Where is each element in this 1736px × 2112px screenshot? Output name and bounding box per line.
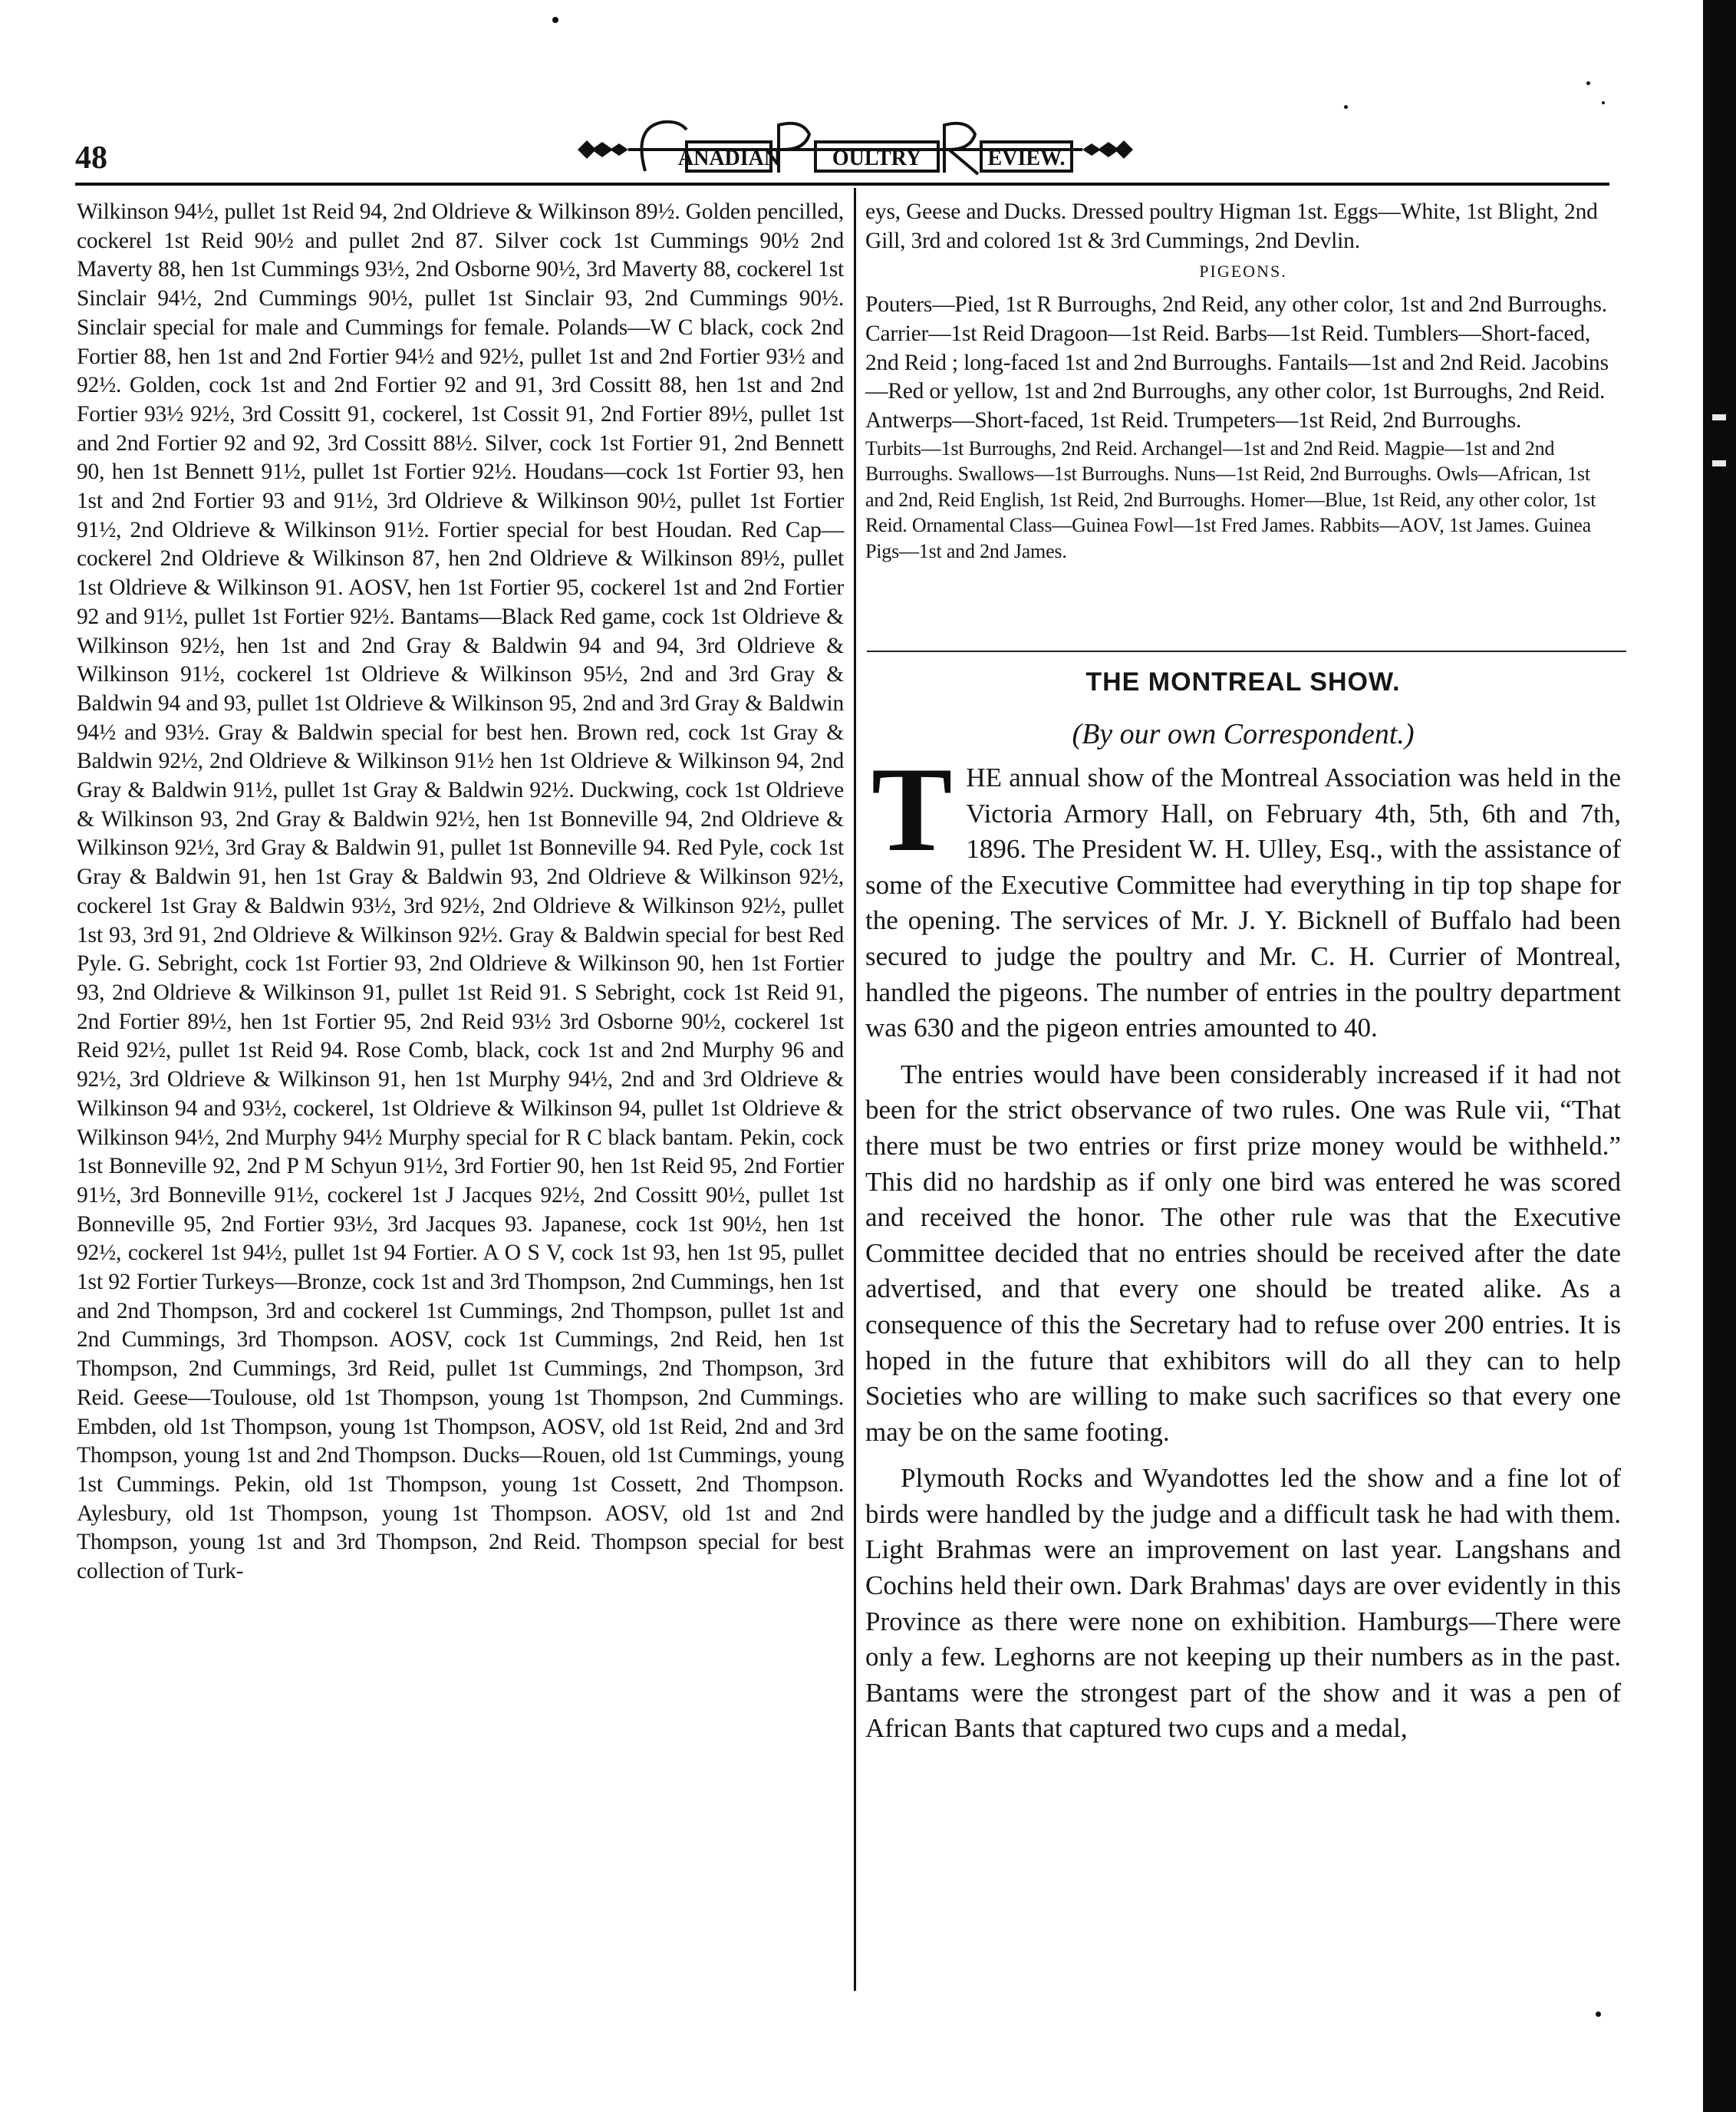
pigeons-heading: PIGEONS. <box>1199 262 1287 282</box>
print-speck <box>1596 2012 1601 2017</box>
page-number: 48 <box>75 140 107 176</box>
article-paragraph: The entries would have been considerably increased if it had not been for the strict observance of two rules. One was Rule vii, “That there must be two entries or first prize money would be withheld.” This did no hardship as if only one bird was entered he was scored and received the honor. The other rule was that the Executive Committee decided that no entries should be received after the date advertised, and that every one should be treated alike. As a consequence of this the Secretary had to refuse over 200 entries. It is hoped in the future that exhibitors will do all they can to help Societies who are willing to make such sacrifices so that every one may be on the same footing. <box>865 1059 1621 1447</box>
left-column <box>77 198 844 1586</box>
print-speck <box>1586 81 1590 85</box>
article-byline: (By our own Correspondent.) <box>1072 718 1415 750</box>
right-column-top <box>865 198 1621 564</box>
article-paragraph: Plymouth Rocks and Wyandottes led the show and a fine lot of birds were handled by the judge and a difficult task he had with them. Light Brahmas were an improvement on last year. Langshans and Cochins held their own. Dark Brahmas' days are over evidently in this Province as there were none on exhibition. Hamburgs—There were only a few. Leghorns are not keeping up their numbers as in the past. Bantams were the strongest part of the show and it was a pen of African Bants that captured two cups and a medal, <box>865 1463 1621 1744</box>
masthead-title <box>1139 111 1140 112</box>
article-paragraph-text: HE annual show of the Montreal Association was held in the Victoria Armory Hall, on February 4th, 5th, 6th and 7th, 1896. The President W. H. Ulley, Esq., with the assistance of some of the Executive Committee had everything in tip top shape for the opening. The services of Mr. J. Y. Bicknell of Buffalo had been secured to judge the poultry and Mr. C. H. Currier of Montreal, handled the pigeons. The number of entries in the poultry department was 630 and the pigeon entries amounted to 40. <box>865 763 1621 1043</box>
article-title: THE MONTREAL SHOW. <box>1085 667 1401 697</box>
svg-text:OULTRY: OULTRY <box>832 147 922 170</box>
scan-edge <box>1703 0 1736 2112</box>
article-body <box>865 743 1621 1747</box>
print-speck <box>1602 101 1605 104</box>
article-paragraph <box>865 743 1621 1046</box>
montreal-show-article <box>865 667 1621 1747</box>
pigeons-results-continued: Turbits—1st Burroughs, 2nd Reid. Archangel—1st and 2nd Reid. Magpie—1st and 2nd Burroughs. Swallows—1st Burroughs. Nuns—1st Reid, 2nd Burroughs. Owls—African, 1st and 2nd, Reid English, 1st Reid, 2nd Burroughs. Homer—Blue, 1st Reid, any other color, 1st Reid. Ornamental Class—Guinea Fowl—1st Fred James. Rabbits—AOV, 1st James. Guinea Pigs—1st and 2nd James. <box>865 437 1596 562</box>
print-speck <box>1344 105 1348 109</box>
print-speck <box>552 17 558 23</box>
svg-text:EVIEW.: EVIEW. <box>987 147 1066 170</box>
scan-edge-mark <box>1712 460 1726 466</box>
masthead-ornament <box>572 111 1139 180</box>
scan-edge-mark <box>1712 414 1726 420</box>
drop-cap: T <box>871 743 953 877</box>
header-rule <box>75 183 1609 186</box>
results-text: Wilkinson 94½, pullet 1st Reid 94, 2nd Oldrieve & Wilkinson 89½. Golden pencilled, cockerel 1st Reid 90½ and pullet 2nd 87. Silver cock 1st Cummings 90½ 2nd Maverty 88, hen 1st Cummings 93½, 2nd Osborne 90½, 3rd Maverty 88, cockerel 1st Sinclair 94½, 2nd Cummings 90½, pullet 1st Sinclair 93, 2nd Cummings 90½. Sinclair special for male and Cummings for female. Polands—W C black, cock 2nd Fortier 88, hen 1st and 2nd Fortier 94½ and 92½, pullet 1st and 2nd Fortier 93½ and 92½. Golden, cock 1st and 2nd Fortier 92 and 91, 3rd Cossitt 88, hen 1st and 2nd Fortier 93½ 92½, 3rd Cossitt 91, cockerel, 1st Cossit 91, 2nd Fortier 89½, pullet 1st and 2nd Fortier 92 and 92, 3rd Cossitt 88½. Silver, cock 1st Fortier 91, 2nd Bennett 90, hen 1st Bennett 91½, pullet 1st Fortier 92½. Houdans—cock 1st Fortier 93, hen 1st and 2nd Fortier 93 and 91½, 3rd Oldrieve & Wilkinson 90½, pullet 1st Fortier 91½, 2nd Oldrieve & Wilkinson 91½. Fortier special for best Houdan. Red Cap—cockerel 2nd Oldrieve & Wilkinson 87, hen 2nd Oldrieve & Wilkinson 89½, pullet 1st Oldrieve & Wilkinson 91. AOSV, hen 1st Fortier 95, cockerel 1st and 2nd Fortier 92 and 91½, pullet 1st Fortier 92½. Bantams—Black Red game, cock 1st Oldrieve & Wilkinson 92½, hen 1st and 2nd Gray & Baldwin 94 and 94, 3rd Oldrieve & Wilkinson 91½, cockerel 1st Oldrieve & Wilkinson 95½, 2nd and 3rd Gray & Baldwin 94 and 93, pullet 1st Oldrieve & Wilkinson 95, 2nd and 3rd Gray & Baldwin 94½ and 93½. Gray & Baldwin special for best hen. Brown red, cock 1st Gray & Baldwin 92½, 2nd Oldrieve & Wilkinson 91½ hen 1st Oldrieve & Wilkinson 94, 2nd Gray & Baldwin 91½, pullet 1st Gray & Baldwin 92½. Duckwing, cock 1st Oldrieve & Wilkinson 93, 2nd Gray & Baldwin 92½, hen 1st Bonneville 94, 2nd Oldrieve & Wilkinson 92½, 3rd Gray & Baldwin 91, pullet 1st Bonneville 94. Red Pyle, cock 1st Gray & Baldwin 91, hen 1st Gray & Baldwin 93, 2nd Oldrieve & Wilkinson 92½, cockerel 1st Gray & Baldwin 93½, 3rd 92½, 2nd Oldrieve & Wilkinson 92½, pullet 1st 93, 3rd 91, 2nd Oldrieve & Wilkinson 92½. Gray & Baldwin special for best Red Pyle. G. Sebright, cock 1st Fortier 93, 2nd Oldrieve & Wilkinson 90, hen 1st Fortier 93, 2nd Oldrieve & Wilkinson 91, pullet 1st Reid 91. S Sebright, cock 1st Reid 91, 2nd Fortier 89½, hen 1st Fortier 95, 2nd Reid 93½ 3rd Osborne 90½, cockerel 1st Reid 92½, pullet 1st Reid 94. Rose Comb, black, cock 1st and 2nd Murphy 96 and 92½, 3rd Oldrieve & Wilkinson 91, hen 1st Murphy 94½, 2nd and 3rd Oldrieve & Wilkinson 94 and 93½, cockerel, 1st Oldrieve & Wilkinson 94, pullet 1st Oldrieve & Wilkinson 94½, 2nd Murphy 94½ Murphy special for R C black bantam. Pekin, cock 1st Bonneville 92, 2nd P M Schyun 91½, 3rd Fortier 90, hen 1st Reid 95, 2nd Fortier 91½, 3rd Bonneville 91½, cockerel 1st J Jacques 92½, 2nd Cossitt 90½, pullet 1st Bonneville 95, 2nd Fortier 93½, 3rd Jacques 93. Japanese, cock 1st 90½, hen 1st 92½, cockerel 1st 94½, pullet 1st 94 Fortier. A O S V, cock 1st 93, hen 1st 95, pullet 1st 92 Fortier Turkeys—Bronze, cock 1st and 3rd Thompson, 2nd Cummings, hen 1st and 2nd Thompson, 3rd and cockerel 1st Cummings, 2nd Thompson, pullet 1st and 2nd Cummings, 3rd Thompson. AOSV, cock 1st Cummings, 2nd Reid, hen 1st Thompson, 2nd Cummings, 3rd Reid, pullet 1st Cummings, 2nd Thompson, 3rd Reid. Geese—Toulouse, old 1st Thompson, young 1st Thompson, 2nd Cummings. Embden, old 1st Thompson, young 1st Thompson, AOSV, old 1st Reid, 2nd and 3rd Thompson, young 1st and 2nd Thompson. Ducks—Rouen, old 1st Cummings, young 1st Cummings. Pekin, old 1st Thompson, young 1st Cossett, 2nd Thompson. Aylesbury, old 1st Thompson, young 1st Thompson. AOSV, old 1st and 2nd Thompson, young 1st and 3rd Thompson, 2nd Reid. Thompson special for best collection of Turk- <box>77 199 844 1584</box>
pigeons-results: Pouters—Pied, 1st R Burroughs, 2nd Reid, any other color, 1st and 2nd Burroughs. Carrier—1st Reid Dragoon—1st Reid. Barbs—1st Reid. Tumblers—Short-faced, 2nd Reid ; long-faced 1st and 2nd Burroughs. Fantails—1st and 2nd Reid. Jacobins—Red or yellow, 1st and 2nd Burroughs, any other color, 1st Burroughs, 2nd Reid. Antwerps—Short-faced, 1st Reid. Trumpeters—1st Reid, 2nd Burroughs. <box>865 292 1609 433</box>
section-rule <box>867 651 1626 652</box>
column-divider <box>854 188 856 1991</box>
masthead <box>572 111 1139 180</box>
poultry-results-tail: eys, Geese and Ducks. Dressed poultry Higman 1st. Eggs—White, 1st Blight, 2nd Gill, 3rd and colored 1st & 3rd Cummings, 2nd Devlin. <box>865 199 1598 253</box>
svg-text:ANADIAN: ANADIAN <box>677 147 780 170</box>
